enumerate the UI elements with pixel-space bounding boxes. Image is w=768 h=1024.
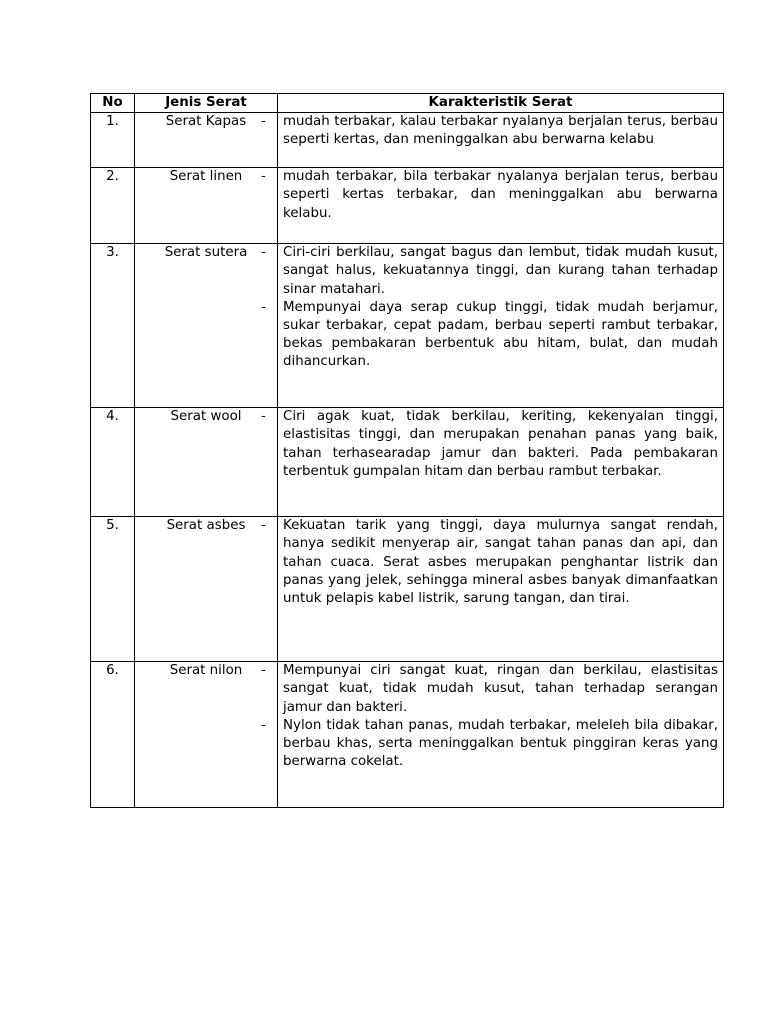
characteristic-item: [261, 244, 718, 299]
table-row: [91, 244, 724, 408]
row-number: 5.: [91, 517, 135, 662]
row-number: 3.: [91, 244, 135, 408]
fiber-name: Serat linen: [135, 168, 278, 244]
table-header-row: [91, 94, 724, 113]
characteristic-text: Nylon tidak tahan panas, mudah terbakar, meleleh bila dibakar, berbau khas, serta meninggalkan bentuk pinggiran keras yang berwarna cokelat.: [283, 717, 718, 770]
table-row: [91, 113, 724, 168]
bullet-dash: -: [261, 717, 266, 733]
fiber-name: Serat sutera: [135, 244, 278, 408]
fiber-name: Serat asbes: [135, 517, 278, 662]
header-characteristics: Karakteristik Serat: [278, 94, 724, 113]
row-number: 2.: [91, 168, 135, 244]
characteristics-cell: [261, 113, 724, 168]
fiber-name: Serat wool: [135, 408, 278, 517]
header-no: No: [91, 94, 135, 113]
characteristic-item: [261, 717, 718, 772]
characteristic-text: Mempunyai daya serap cukup tinggi, tidak mudah berjamur, sukar terbakar, cepat padam, berbau seperti rambut terbakar, bekas pembakaran berbentuk abu hitam, bulat, dan mudah dihancurkan.: [283, 299, 718, 370]
characteristic-text: mudah terbakar, kalau terbakar nyalanya berjalan terus, berbau seperti kertas, dan meninggalkan abu berwarna kelabu: [283, 114, 718, 148]
row-number: 1.: [91, 113, 135, 168]
characteristic-item: [261, 113, 718, 149]
row-number: 4.: [91, 408, 135, 517]
characteristic-text: Mempunyai ciri sangat kuat, ringan dan berkilau, elastisitas sangat kuat, tidak mudah kusut, tahan terhadap serangan jamur dan bakteri.: [283, 663, 718, 715]
header-fiber-type: Jenis Serat: [135, 94, 278, 113]
bullet-dash: -: [261, 299, 266, 315]
table-row: [91, 168, 724, 244]
characteristic-item: [261, 517, 718, 608]
characteristics-cell: [261, 168, 724, 244]
table-row: [91, 517, 724, 662]
bullet-dash: -: [261, 245, 266, 261]
characteristic-text: Ciri-ciri berkilau, sangat bagus dan lembut, tidak mudah kusut, sangat halus, kekuatannya tinggi, dan kurang tahan terhadap sinar matahari.: [283, 245, 718, 297]
fiber-name: Serat Kapas: [135, 113, 278, 168]
characteristic-text: mudah terbakar, bila terbakar nyalanya berjalan terus, berbau seperti kertas terbakar, dan meninggalkan abu berwarna kelabu.: [283, 169, 718, 221]
bullet-dash: -: [261, 114, 266, 130]
characteristic-item: [261, 299, 718, 372]
characteristic-item: [261, 662, 718, 717]
bullet-dash: -: [261, 169, 266, 185]
fiber-characteristics-table: [90, 93, 724, 808]
row-number: 6.: [91, 662, 135, 808]
fiber-name: Serat nilon: [135, 662, 278, 808]
bullet-dash: -: [261, 409, 266, 425]
characteristic-item: [261, 408, 718, 481]
characteristics-cell: [261, 517, 724, 662]
characteristic-item: [261, 168, 718, 223]
characteristics-cell: [261, 662, 724, 808]
characteristics-cell: [261, 244, 724, 408]
characteristic-text: Ciri agak kuat, tidak berkilau, keriting, kekenyalan tinggi, elastisitas tinggi, dan merupakan penahan panas yang baik, tahan terhasearadap jamur dan bakteri. Pada pembakaran terbentuk gumpalan hitam dan berbau rambut terbakar.: [283, 409, 718, 479]
bullet-dash: -: [261, 663, 266, 679]
table-row: [91, 408, 724, 517]
bullet-dash: -: [261, 518, 266, 534]
characteristics-cell: [261, 408, 724, 517]
table-row: [91, 662, 724, 808]
characteristic-text: Kekuatan tarik yang tinggi, daya mulurnya sangat rendah, hanya sedikit menyerap air, sangat tahan panas dan api, dan tahan cuaca. Serat asbes merupakan penghantar listrik dan panas yang jelek, sehingga mineral asbes banyak dimanfaatkan untuk pelapis kabel listrik, sarung tangan, dan tirai.: [283, 518, 718, 607]
